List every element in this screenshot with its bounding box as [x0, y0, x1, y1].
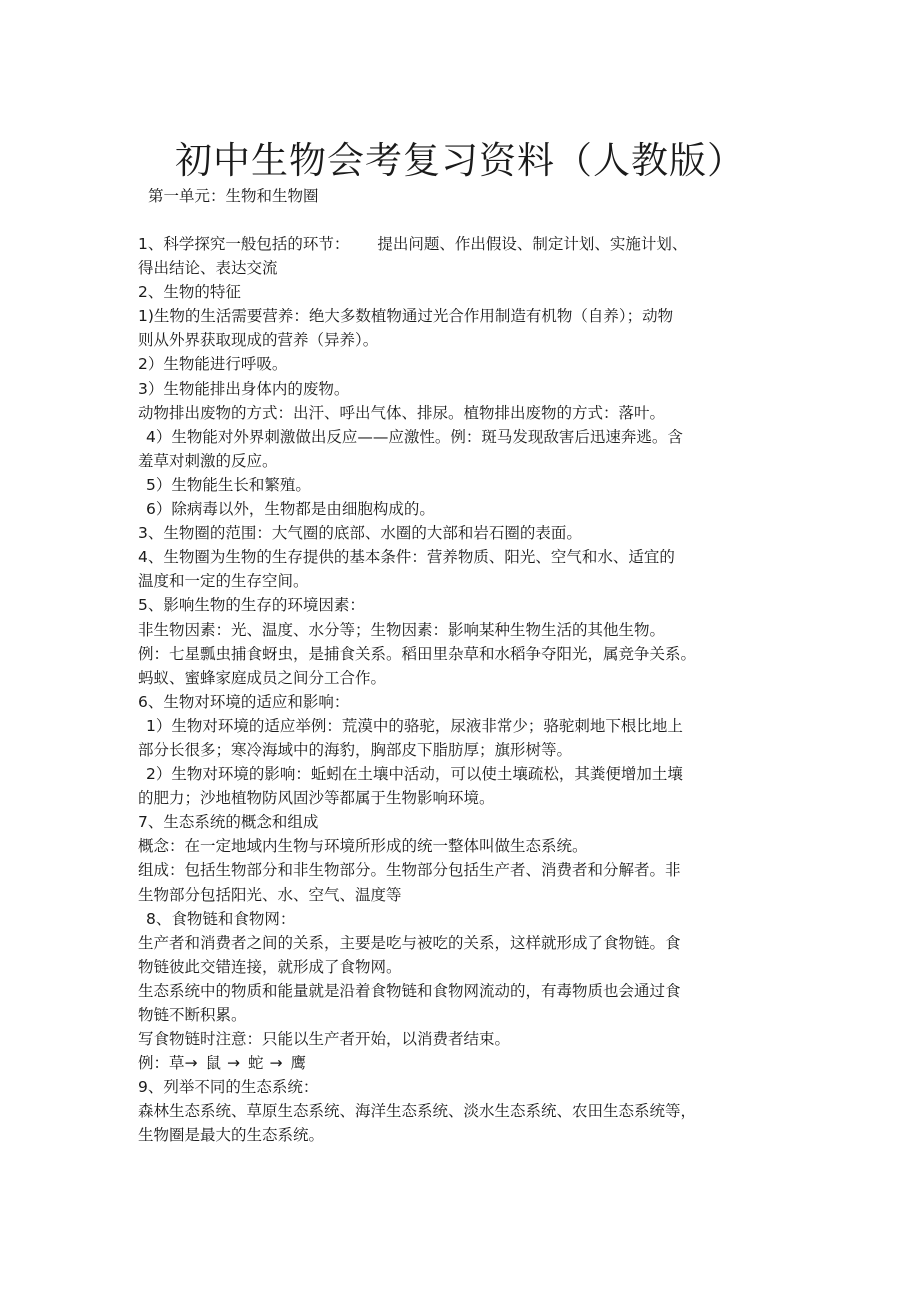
paragraph-line: 1)生物的生活需要营养：绝大多数植物通过光合作用制造有机物（自养）；动物 — [138, 307, 674, 326]
paragraph-line: 温度和一定的生存空间。 — [138, 572, 309, 591]
paragraph-line: 生产者和消费者之间的关系，主要是吃与被吃的关系，这样就形成了食物链。食 — [138, 933, 681, 952]
section-heading: 6、生物对环境的适应和影响： — [138, 692, 350, 711]
food-chain-example: 例：草→ 鼠 → 蛇 → 鹰 — [138, 1054, 307, 1073]
paragraph-line: 生态系统中的物质和能量就是沿着食物链和食物网流动的，有毒物质也会通过食 — [138, 981, 681, 1000]
paragraph-line: 概念：在一定地域内生物与环境所形成的统一整体叫做生态系统。 — [138, 837, 588, 856]
section-heading: 2、生物的特征 — [138, 283, 241, 302]
section-heading: 9、列举不同的生态系统： — [138, 1078, 319, 1097]
paragraph-line: 物链彼此交错连接，就形成了食物网。 — [138, 957, 402, 976]
paragraph-line: 部分长很多；寒冷海域中的海豹，胸部皮下脂肪厚；旗形树等。 — [138, 740, 573, 759]
paragraph-line: 6）除病毒以外，生物都是由细胞构成的。 — [146, 500, 435, 519]
arrow-right-icon: → — [269, 1054, 283, 1073]
paragraph-line: 非生物因素：光、温度、水分等；生物因素：影响某种生物生活的其他生物。 — [138, 620, 666, 639]
paragraph-line: 蚂蚁、蜜蜂家庭成员之间分工合作。 — [138, 668, 387, 687]
paragraph-line: 2）生物对环境的影响：蚯蚓在土壤中活动，可以使土壤疏松，其粪便增加土壤 — [146, 765, 683, 784]
paragraph-line: 例：七星瓢虫捕食蚜虫，是捕食关系。稻田里杂草和水稻争夺阳光，属竞争关系。 — [138, 644, 697, 663]
arrow-right-icon: → — [227, 1054, 241, 1073]
paragraph-line: 1）生物对环境的适应举例：荒漠中的骆驼，尿液非常少；骆驼刺地下根比地上 — [146, 716, 683, 735]
paragraph-line: 生物部分包括阳光、水、空气、温度等 — [138, 885, 402, 904]
paragraph-line: 2）生物能进行呼吸。 — [138, 355, 288, 374]
paragraph-line: 5）生物能生长和繁殖。 — [146, 475, 311, 494]
paragraph-line: 3）生物能排出身体内的废物。 — [138, 379, 350, 398]
paragraph-line: 组成：包括生物部分和非生物部分。生物部分包括生产者、消费者和分解者。非 — [138, 861, 681, 880]
document-title: 初中生物会考复习资料（人教版） — [175, 139, 745, 182]
section-heading: 4、生物圈为生物的生存提供的基本条件：营养物质、阳光、空气和水、适宜的 — [138, 548, 675, 567]
paragraph-line: 写食物链时注意：只能以生产者开始，以消费者结束。 — [138, 1030, 511, 1049]
unit-heading: 第一单元：生物和生物圈 — [148, 187, 319, 205]
paragraph-line: 的肥力；沙地植物防风固沙等都属于生物影响环境。 — [138, 789, 495, 808]
section-heading: 3、生物圈的范围：大气圈的底部、水圈的大部和岩石圈的表面。 — [138, 524, 582, 543]
section-heading: 5、影响生物的生存的环境因素： — [138, 596, 365, 615]
section-heading: 8、食物链和食物网： — [146, 909, 296, 928]
section-heading: 7、生态系统的概念和组成 — [138, 813, 319, 832]
document-body — [138, 232, 788, 1148]
paragraph-line: 生物圈是最大的生态系统。 — [138, 1126, 325, 1145]
paragraph-line: 羞草对刺激的反应。 — [138, 451, 278, 470]
paragraph-line: 1、科学探究一般包括的环节： 提出问题、作出假设、制定计划、实施计划、 — [138, 235, 688, 253]
paragraph-line: 4）生物能对外界刺激做出反应——应激性。例：斑马发现敌害后迅速奔逃。含 — [146, 427, 683, 446]
arrow-right-icon: → — [184, 1054, 198, 1073]
paragraph-line: 物链不断积累。 — [138, 1006, 247, 1024]
paragraph-line: 则从外界获取现成的营养（异养）。 — [138, 331, 379, 350]
paragraph-line: 动物排出废物的方式：出汗、呼出气体、排尿。植物排出废物的方式：落叶。 — [138, 403, 666, 422]
paragraph-line: 森林生态系统、草原生态系统、海洋生态系统、淡水生态系统、农田生态系统等， — [138, 1102, 697, 1121]
paragraph-line: 得出结论、表达交流 — [138, 259, 278, 278]
